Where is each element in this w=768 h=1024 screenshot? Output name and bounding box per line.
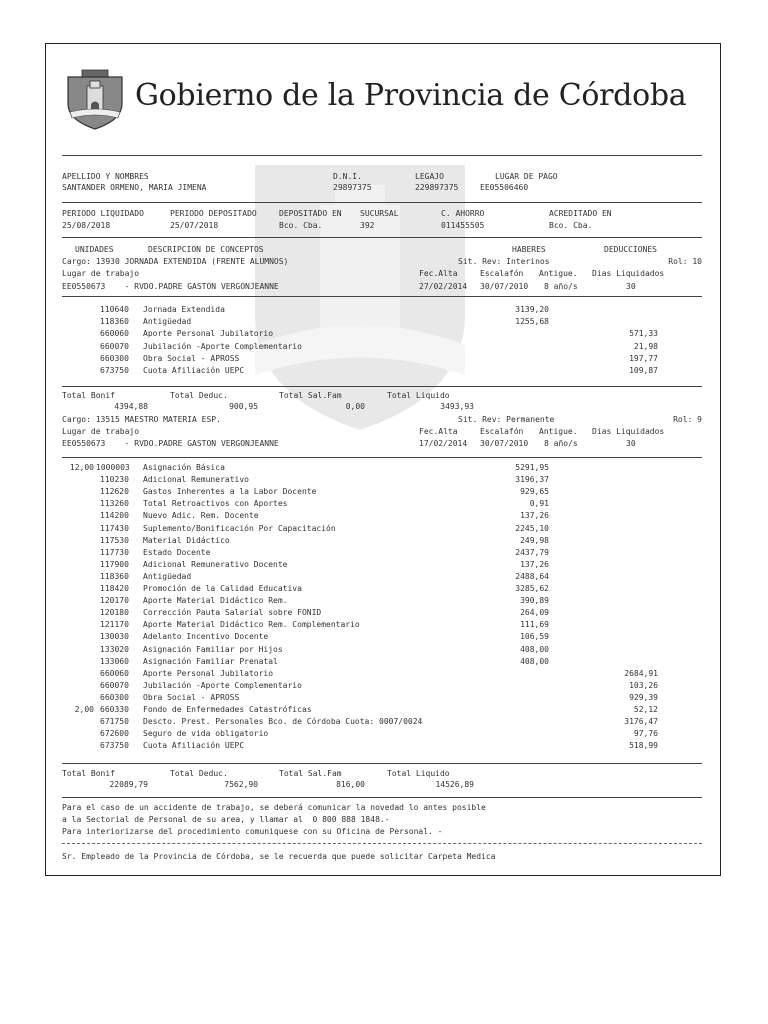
- item-code: 660300: [100, 353, 129, 363]
- item-description: Aporte Personal Jubilatorio: [143, 668, 274, 678]
- item-deducciones: 2684,91: [624, 668, 658, 678]
- item-code: 114200: [100, 511, 129, 521]
- item-deducciones: 197,77: [629, 353, 658, 363]
- footer-line-3: Para interiorizarse del procedimiento comuniquese con su Oficina de Personal. -: [62, 827, 443, 836]
- item-code: 660330: [100, 705, 129, 714]
- item-units: 12,00: [69, 463, 94, 472]
- item-code: 120170: [100, 596, 129, 606]
- item-haberes: 249,98: [520, 535, 549, 545]
- item-description: Cuota Afiliación UEPC: [143, 366, 245, 375]
- item-haberes: 3139,20: [515, 305, 549, 314]
- item-code: 110640: [100, 305, 129, 314]
- depositado-en: Bco. Cba.: [279, 221, 323, 230]
- cargo-2-hdr-fecalta: Fec.Alta: [419, 427, 458, 436]
- item-code: 660070: [100, 341, 129, 351]
- label-name: APELLIDO Y NOMBRES: [62, 172, 149, 181]
- divider: [62, 457, 702, 458]
- item-description: Seguro de vida obligatorio: [143, 729, 269, 739]
- item-units: 2,00: [74, 705, 94, 714]
- label-lugar-pago: LUGAR DE PAGO: [495, 172, 558, 181]
- employee-dni: 29897375: [333, 183, 372, 192]
- item-haberes: 1255,68: [515, 317, 549, 327]
- shield-crest-icon: [64, 68, 126, 130]
- item-description: Aporte Material Didáctico Rem. Complementario: [143, 620, 360, 630]
- item-deducciones: 52,12: [633, 705, 658, 714]
- item-description: Adicional Remunerativo Docente: [143, 559, 288, 569]
- cargo-2-title: Cargo: 13515 MAESTRO MATERIA ESP.: [62, 415, 221, 424]
- item-haberes: 0,91: [529, 499, 549, 509]
- item-description: Descto. Prest. Personales Bco. de Córdoba Cuota: 0007/0024: [143, 717, 423, 727]
- footer-line-2: a la Sectorial de Personal de su area, y llamar al 0 800 888 1848.-: [62, 815, 390, 824]
- divider: [62, 155, 702, 156]
- item-code: 673750: [100, 366, 129, 375]
- divider: [62, 202, 702, 203]
- item-code: 120180: [100, 608, 129, 618]
- cargo-1-escalafon: 30/07/2010: [480, 282, 529, 291]
- item-code: 672600: [100, 729, 129, 739]
- item-code: 660060: [100, 668, 129, 678]
- page-title: Gobierno de la Provincia de Córdoba: [135, 78, 687, 113]
- item-code: 121170: [100, 620, 129, 630]
- item-code: 660070: [100, 680, 129, 690]
- item-description: Aporte Personal Jubilatorio: [143, 329, 274, 339]
- item-haberes: 3196,37: [515, 475, 549, 485]
- divider: [62, 237, 702, 238]
- cargo-1-hdr-escalafon: Escalafón: [480, 269, 524, 278]
- cargo-2-hdr-dias: Dias Liquidados: [592, 427, 665, 436]
- periodo-liquidado: 25/08/2018: [62, 221, 111, 230]
- item-haberes: 137,26: [520, 511, 549, 521]
- cargo-1-label-liquido: Total Liquido: [387, 391, 450, 400]
- divider: [62, 296, 702, 297]
- cargo-2-lugar-label: Lugar de trabajo: [62, 427, 140, 436]
- item-code: 118420: [100, 584, 129, 593]
- item-code: 118360: [100, 317, 129, 327]
- label-periodo-depositado: PERIODO DEPOSITADO: [170, 209, 257, 218]
- item-code: 117530: [100, 535, 129, 545]
- item-description: Antigüedad: [143, 571, 192, 581]
- item-deducciones: 571,33: [629, 329, 658, 339]
- cargo-2-lugar: EE0550673 - RVDO.PADRE GASTON VERGONJEANNE: [62, 439, 279, 448]
- label-acreditado-en: ACREDITADO EN: [549, 209, 612, 218]
- item-code: 113260: [100, 499, 129, 509]
- item-code: 112620: [100, 487, 129, 497]
- cargo-1-label-salfam: Total Sal.Fam: [279, 391, 342, 400]
- cargo-2-total-bonif: 22089,79: [109, 780, 148, 789]
- periodo-depositado: 25/07/2018: [170, 221, 219, 230]
- item-code: 117900: [100, 559, 129, 569]
- item-description: Suplemento/Bonificación Por Capacitación: [143, 523, 336, 533]
- cargo-1-total-liquido: 3493,93: [440, 402, 474, 411]
- cargo-1-lugar-label: Lugar de trabajo: [62, 269, 140, 278]
- item-description: Asignación Familiar por Hijos: [143, 644, 283, 654]
- item-description: Fondo de Enfermedades Catastróficas: [143, 705, 312, 714]
- item-haberes: 3285,62: [515, 584, 549, 593]
- item-description: Material Didáctico: [143, 535, 230, 545]
- cargo-2-escalafon: 30/07/2010: [480, 439, 529, 448]
- item-code: 117430: [100, 523, 129, 533]
- item-description: Antigüedad: [143, 317, 192, 327]
- item-code: 133020: [100, 644, 129, 654]
- item-haberes: 929,65: [520, 487, 549, 497]
- item-haberes: 2488,64: [515, 571, 549, 581]
- item-code: 660300: [100, 692, 129, 702]
- cargo-2-label-liquido: Total Liquido: [387, 769, 450, 778]
- col-unidades: UNIDADES: [75, 245, 114, 254]
- item-haberes: 264,09: [520, 608, 549, 618]
- item-description: Jornada Extendida: [143, 305, 225, 314]
- item-description: Asignación Familiar Prenatal: [143, 656, 278, 666]
- item-description: Total Retroactivos con Aportes: [143, 499, 288, 509]
- dashed-divider: [62, 843, 702, 844]
- cargo-2-hdr-escalafon: Escalafón: [480, 427, 524, 436]
- cargo-1-label-deduc: Total Deduc.: [170, 391, 228, 400]
- cargo-2-antigue: 8 año/s: [544, 439, 578, 448]
- cargo-1-total-salfam: 0,00: [345, 402, 365, 411]
- item-description: Gastos Inherentes a la Labor Docente: [143, 487, 317, 497]
- employee-name: SANTANDER ORMENO, MARIA JIMENA: [62, 183, 207, 192]
- item-haberes: 5291,95: [515, 463, 549, 472]
- cargo-2-total-deduc: 7562,90: [224, 780, 258, 789]
- item-description: Obra Social - APROSS: [143, 692, 240, 702]
- sucursal: 392: [360, 221, 375, 230]
- item-description: Nuevo Adic. Rem. Docente: [143, 511, 259, 521]
- cargo-2-total-liquido: 14526,89: [435, 780, 474, 789]
- label-dni: D.N.I.: [333, 172, 362, 181]
- divider: [62, 386, 702, 387]
- cargo-1-hdr-dias: Dias Liquidados: [592, 269, 665, 278]
- cargo-1-rol: Rol: 10: [668, 257, 702, 266]
- item-code: 1000003: [96, 463, 130, 472]
- item-code: 118360: [100, 571, 129, 581]
- cargo-1-dias: 30: [626, 282, 636, 291]
- item-description: Asignación Básica: [143, 463, 225, 472]
- acreditado-en: Bco. Cba.: [549, 221, 593, 230]
- cargo-1-antigue: 8 año/s: [544, 282, 578, 291]
- item-code: 671750: [100, 717, 129, 727]
- item-haberes: 106,59: [520, 632, 549, 642]
- item-deducciones: 518,99: [629, 741, 658, 751]
- cargo-1-title: Cargo: 13930 JORNADA EXTENDIDA (FRENTE ALUMNOS): [62, 257, 289, 266]
- item-description: Obra Social - APROSS: [143, 353, 240, 363]
- item-description: Cuota Afiliación UEPC: [143, 741, 245, 751]
- item-code: 660060: [100, 329, 129, 339]
- item-code: 133060: [100, 656, 129, 666]
- cargo-2-sit-rev: Sit. Rev: Permanente: [458, 415, 555, 424]
- item-description: Adelanto Incentivo Docente: [143, 632, 269, 642]
- item-haberes: 2437,79: [515, 547, 549, 557]
- label-periodo-liquidado: PERIODO LIQUIDADO: [62, 209, 144, 218]
- item-deducciones: 103,26: [629, 680, 658, 690]
- item-description: Adicional Remunerativo: [143, 475, 249, 485]
- item-code: 130030: [100, 632, 129, 642]
- item-deducciones: 97,76: [633, 729, 658, 739]
- employee-lugar-pago: EE05506460: [480, 183, 529, 192]
- cargo-1-lugar: EE0550673 - RVDO.PADRE GASTON VERGONJEANNE: [62, 282, 279, 291]
- footer-line-1: Para el caso de un accidente de trabajo, se deberá comunicar la novedad lo antes posible: [62, 803, 486, 812]
- item-description: Jubilación -Aporte Complementario: [143, 680, 302, 690]
- cargo-1-total-deduc: 900,95: [229, 402, 258, 411]
- employee-legajo: 229897375: [415, 183, 459, 192]
- item-haberes: 408,00: [520, 644, 549, 654]
- cargo-1-hdr-antigue: Antigue.: [539, 269, 578, 278]
- cargo-2-label-salfam: Total Sal.Fam: [279, 769, 342, 778]
- col-deducciones: DEDUCCIONES: [604, 245, 657, 254]
- label-caja-ahorro: C. AHORRO: [441, 209, 485, 218]
- cargo-2-dias: 30: [626, 439, 636, 448]
- item-haberes: 390,89: [520, 596, 549, 606]
- item-haberes: 408,00: [520, 656, 549, 666]
- label-depositado-en: DEPOSITADO EN: [279, 209, 342, 218]
- cargo-2-hdr-antigue: Antigue.: [539, 427, 578, 436]
- item-haberes: 137,26: [520, 559, 549, 569]
- divider: [62, 763, 702, 764]
- item-description: Estado Docente: [143, 547, 211, 557]
- cargo-1-sit-rev: Sit. Rev: Interinos: [458, 257, 550, 266]
- item-code: 110230: [100, 475, 129, 485]
- label-sucursal: SUCURSAL: [360, 209, 399, 218]
- label-legajo: LEGAJO: [415, 172, 444, 181]
- footer-line-4: Sr. Empleado de la Provincia de Córdoba, se le recuerda que puede solicitar Carpeta Medica: [62, 852, 496, 861]
- item-description: Jubilación -Aporte Complementario: [143, 341, 302, 351]
- item-haberes: 2245,10: [515, 523, 549, 533]
- cargo-1-fecalta: 27/02/2014: [419, 282, 468, 291]
- item-code: 673750: [100, 741, 129, 751]
- col-descripcion: DESCRIPCION DE CONCEPTOS: [148, 245, 264, 254]
- item-description: Promoción de la Calidad Educativa: [143, 584, 302, 593]
- cargo-2-label-bonif: Total Bonif: [62, 769, 115, 778]
- item-description: Corrección Pauta Salarial sobre FONID: [143, 608, 322, 618]
- item-deducciones: 3176,47: [624, 717, 658, 727]
- cargo-1-total-bonif: 4394,88: [114, 402, 148, 411]
- cargo-2-label-deduc: Total Deduc.: [170, 769, 228, 778]
- cargo-1-hdr-fecalta: Fec.Alta: [419, 269, 458, 278]
- item-deducciones: 21,98: [633, 341, 658, 351]
- cargo-2-rol: Rol: 9: [673, 415, 702, 424]
- item-haberes: 111,69: [520, 620, 549, 630]
- item-deducciones: 929,39: [629, 692, 658, 702]
- cargo-2-total-salfam: 816,00: [336, 780, 365, 789]
- item-code: 117730: [100, 547, 129, 557]
- cargo-1-label-bonif: Total Bonif: [62, 391, 115, 400]
- item-deducciones: 109,87: [629, 366, 658, 375]
- divider: [62, 797, 702, 798]
- col-haberes: HABERES: [512, 245, 546, 254]
- caja-ahorro: 011455505: [441, 221, 485, 230]
- item-description: Aporte Material Didáctico Rem.: [143, 596, 288, 606]
- cargo-2-fecalta: 17/02/2014: [419, 439, 468, 448]
